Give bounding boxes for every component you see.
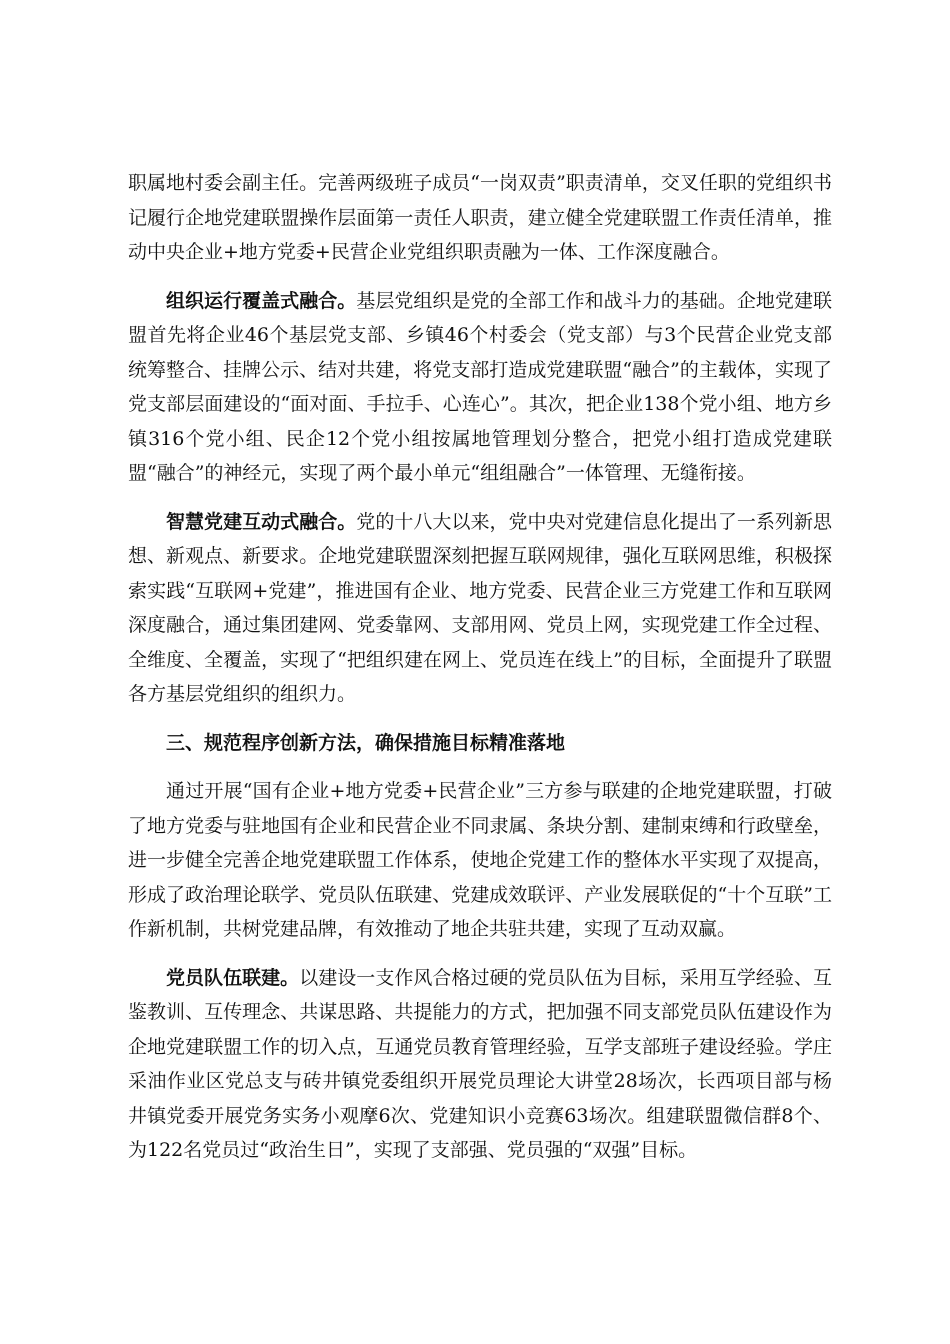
paragraph-text: 以建设一支作风合格过硬的党员队伍为目标，采用互学经验、互鉴教训、互传理念、共谋思路、共提能力的方式，把加强不同支部党员队伍建设作为企地党建联盟工作的切入点，互通党员教育管理经验，互学支部班子建设经验。学庄采油作业区党总支与砖井镇党委组织开展党员理论大讲堂28场次，长西项目部与杨井镇党委开展党务实务小观摩6次、党建知识小竞赛63场次。组建联盟微信群8个、为122名党员过“政治生日”，实现了支部强、党员强的“双强”目标。 — [128, 966, 832, 1161]
paragraph-continuation — [128, 166, 832, 270]
section-heading-text: 三、规范程序创新方法，确保措施目标精准落地 — [166, 731, 566, 754]
paragraph-text: 通过开展“国有企业+地方党委+民营企业”三方参与联建的企地党建联盟，打破了地方党委与驻地国有企业和民营企业不同隶属、条块分割、建制束缚和行政壁垒，进一步健全完善企地党建联盟工作体系，使地企党建工作的整体水平实现了双提高，形成了政治理论联学、党员队伍联建、党建成效联评、产业发展联促的“十个互联”工作新机制，共树党建品牌，有效推动了地企共驻共建，实现了互动双赢。 — [128, 780, 832, 940]
paragraph-member-team-building — [128, 961, 832, 1168]
section-heading — [128, 726, 832, 761]
paragraph-alliance-overview — [128, 774, 832, 947]
document-page — [128, 166, 832, 1182]
paragraph-text: 党的十八大以来，党中央对党建信息化提出了一系列新思想、新观点、新要求。企地党建联盟深刻把握互联网规律，强化互联网思维，积极探索实践“互联网+党建”，推进国有企业、地方党委、民营企业三方党建工作和互联网深度融合，通过集团建网、党委靠网、支部用网、党员上网，实现党建工作全过程、全维度、全覆盖，实现了“把组织建在网上、党员连在线上”的目标，全面提升了联盟各方基层党组织的组织力。 — [128, 510, 832, 705]
paragraph-text: 职属地村委会副主任。完善两级班子成员“一岗双责”职责清单，交叉任职的党组织书记履行企地党建联盟操作层面第一责任人职责，建立健全党建联盟工作责任清单，推动中央企业+地方党委+民营企业党组织职责融为一体、工作深度融合。 — [128, 172, 832, 263]
paragraph-lead: 组织运行覆盖式融合。 — [166, 289, 357, 312]
paragraph-smart-party-building — [128, 505, 832, 712]
paragraph-text: 基层党组织是党的全部工作和战斗力的基础。企地党建联盟首先将企业46个基层党支部、乡镇46个村委会（党支部）与3个民营企业党支部统筹整合、挂牌公示、结对共建，将党支部打造成党建联盟“融合”的主载体，实现了党支部层面建设的“面对面、手拉手、心连心”。其次，把企业138个党小组、地方乡镇316个党小组、民企12个党小组按属地管理划分整合，把党小组打造成党建联盟“融合”的神经元，实现了两个最小单元“组组融合”一体管理、无缝衔接。 — [128, 289, 832, 484]
paragraph-lead: 智慧党建互动式融合。 — [166, 510, 357, 533]
paragraph-lead: 党员队伍联建。 — [166, 966, 300, 989]
paragraph-org-coverage — [128, 284, 832, 491]
